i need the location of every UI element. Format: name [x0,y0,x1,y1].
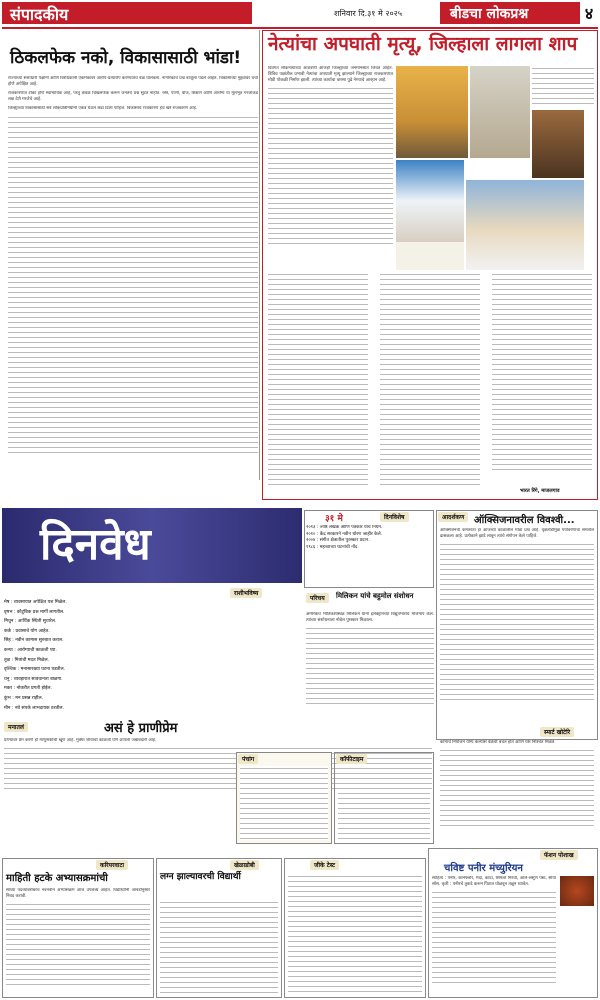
page-number: ४ [584,4,594,23]
horoscope-tag: राशीभविष्य [230,588,262,598]
khel-body [160,900,278,994]
header-divider [2,27,598,29]
horoscope-item: कन्या : आरोग्याची काळजी घ्या. [4,647,57,653]
food-title: चविष्ट पनीर मंच्युरियन [444,863,523,874]
leader-photo [396,160,464,242]
milikan-title: मिलिकन यांचे बहुमोल संशोधन [336,592,414,600]
horoscope-item: मीन : नवे संपर्क लाभदायक ठरतील. [4,705,64,711]
leader-photo [470,66,530,158]
editorial-headline: ठिकलफेक नको, विकासासाठी भांडा! [10,48,242,68]
dinvishesh-item: २०१३ : ज्येष्ठ लेखक आणि पत्रकार यांचे निधन. [306,525,383,530]
maahiti-title: माहिती हटके अभ्यासक्रमांची [6,873,108,884]
khel-title: लग्न झाल्यावरची विद्यार्थी [160,872,241,882]
dinvishesh-item: २००४ : संगीत क्षेत्रातील पुरस्कार प्रदान. [306,538,370,543]
smart-body [440,748,594,828]
editorial-paragraph: राज्याच्या सत्ताधारी पक्षांनी आणि विरोधकांनी एकमेकांवर आरोप-प्रत्यारोप करण्यातच वेळ घालवला. नागरिकांचे प्रश्न बाजूला पडले आहेत. विकासाच्या मुद्द्यांवर चर्चा होणे अपेक्षित आहे. [8,76,258,88]
leader-photo [532,110,584,178]
aadarshkan-column [440,528,594,708]
editorial-paragraph: जिल्ह्याच्या विकासासाठी सर्व लोकप्रतिनिधींनी एकत्र येऊन लढा दिला पाहिजे. विकासाचे राजकारण हेच खरे राजकारण आहे. [8,106,198,112]
smart-paragraph: कामाचे नियोजन योग्य केल्यास वेळेची बचत होते आणि यश निश्चित मिळते. [440,740,556,745]
coffee-body [338,766,430,840]
masthead: बीडचा लोकप्रश्न [450,6,529,22]
dinvishesh-item: १९८६ : महत्त्वाच्या घटनांची नोंद. [306,544,359,550]
lead-headline: नेत्यांचा अपघाती मृत्यू, जिल्हाला लागला शाप [268,33,578,55]
horoscope-item: मेष : व्यवसायात अपेक्षित यश मिळेल. [4,600,67,605]
maahiti-column [6,888,150,996]
lead-paragraph: दिवंगत लोकनेत्यांच्या आठवणी आजही जिल्ह्याच्या जनमानसात जिवंत आहेत. विविध पक्षांतील प्रभावी नेत्यांचा अपघाती मृत्यू झाल्याने जिल्ह्याच्या राजकारणात मोठी पोकळी निर्माण झाली. त्यांच्या कार्याचा वारसा पुढे नेण्याचे आव्हान आहे. [268,66,393,84]
date-label: ३१ मे [325,514,343,524]
horoscope-item: धनु : व्यवहारात सावधानता बाळगा. [4,676,63,682]
milikan-paragraph: अमेरिकेचे भौतिकशास्त्रज्ञ मिलिकन यांनी इलेक्ट्रॉनच्या विद्युतभाराचे मोजमाप केले. त्यांच्या संशोधनाला नोबेल पुरस्कार मिळाला. [306,612,434,624]
food-column [432,876,556,994]
smart-tag: स्मार्ट खोटेरि [540,727,574,737]
aadarshkan-tag: आदर्शकण [438,512,468,522]
milikan-column [306,612,434,714]
food-body [432,890,556,986]
dinvedh-title: दिनवेध [40,519,151,570]
horoscope-item: वृश्चिक : मनासारख्या घटना घडतील. [4,667,66,673]
milikan-body [306,626,434,706]
lead-body-text [268,86,393,246]
pranipre-paragraph: प्राण्यांवर प्रेम करणे ही माणुसकीची खूण आहे. मुक्या जीवांची काळजी घेणे आपली जबाबदारी आहे. [4,738,157,743]
horoscope-item: कर्क : प्रवासाचे योग आहेत. [4,628,50,634]
editorial-paragraph: राजकारणात टीका होणे स्वाभाविक आहे, परंतु केवळ चिखलफेक करून जनतेचे प्रश्न सुटत नाहीत. रस्ते, पाणी, वीज, शिक्षण आणि आरोग्य या मूलभूत गरजांकडे लक्ष देणे गरजेचे आहे. [8,91,258,103]
khel-tag: खेळाडोबी [230,860,259,870]
milikan-tag: परिचय [306,593,329,603]
pranipre-tag: मनातलं [4,722,28,732]
panchang-body [240,766,328,840]
lead-story-text [268,66,393,266]
maahiti-tag: करियरवाटा [96,860,128,870]
maahiti-paragraph: साध्या पदव्यांबरोबरच नवनवीन अभ्यासक्रम आज उपलब्ध आहेत. विद्यार्थ्यांनी आवडीनुसार निवड करावी. [6,888,150,900]
dinvishesh-list [306,525,432,585]
panchang-label: पंचांग [238,754,258,764]
coffee-tag: कॉफीटाइम [336,754,367,764]
lead-body-columns [268,272,594,487]
maahiti-body [6,902,150,988]
horoscope-item: कुंभ : मन प्रसन्न राहील. [4,695,44,701]
leader-photo [396,66,468,158]
gk-test-body [288,874,422,994]
dinvishesh-item: २०१० : केंद्र सरकारने नवीन धोरण जाहीर केले. [306,531,383,537]
editorial-body-text [8,115,258,455]
horoscope-list [4,598,300,716]
aadarshkan-title: ऑक्सिजनावरील विवश्वी... [474,515,575,526]
aadarshkan-body [440,542,594,702]
leader-photo [396,242,464,270]
horoscope-item: मिथुन : आर्थिक स्थिती सुधारेल. [4,619,57,625]
gk-test-tag: जीके टेस्ट [310,860,339,870]
aadarshkan-paragraph: ऑक्सिजनची कमतरता हा आजच्या काळातील मोठा प्रश्न आहे. वृक्षतोडीमुळे पर्यावरणाचा समतोल ढासळला आहे. प्रत्येकाने झाडे लावून त्यांचे संगोपन केले पाहिजे. [440,528,594,540]
lead-side-text [532,66,594,108]
lead-byline: भारत रिंगे, माजलगाव [520,488,560,494]
horoscope-item: तूळ : मित्रांची मदत मिळेल. [4,657,50,663]
horoscope-item: सिंह : नवीन कामास सुरुवात कराल. [4,638,64,644]
food-tag: फॅशन पोशाख [540,850,578,860]
dinvishesh-tag: दिनविशेष [380,512,409,522]
horoscope-item: वृषभ : कौटुंबिक प्रश्न मार्गी लागतील. [4,609,65,615]
food-paragraph: साहित्य : पनीर, कॉर्नफ्लोर, मैदा, कांदा, शिमला मिरची, आले-लसूण पेस्ट, सोया सॉस. कृती : पनीरचे तुकडे करून पिठात घोळवून तळून घ्यावेत. [432,876,556,888]
column-divider [259,30,260,480]
editorial-column [8,76,258,476]
food-photo [560,876,594,906]
section-title: संपादकीय [10,5,69,24]
horoscope-item: मकर : नोकरीत प्रगती होईल. [4,686,52,692]
date-line: शनिवार दि.३१ मे २०२५ [334,9,402,18]
smart-column [440,740,594,840]
pranipre-title: असं हे प्राणीप्रेम [104,721,178,736]
leader-photo [466,180,584,270]
